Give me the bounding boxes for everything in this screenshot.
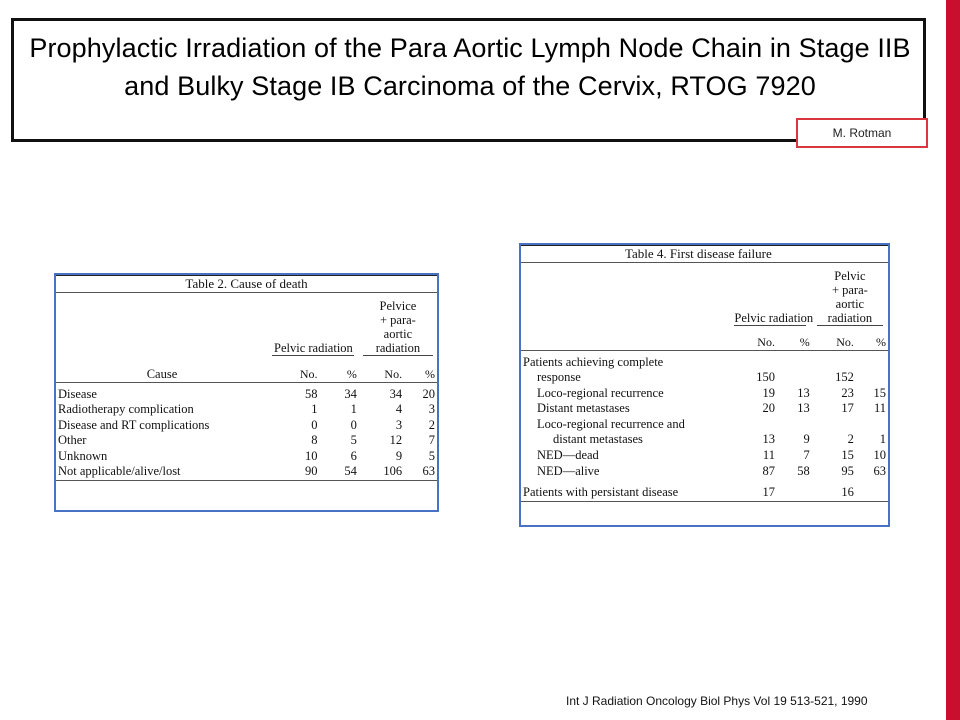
t4-col-no-1: No.: [757, 334, 775, 349]
citation-footer: Int J Radiation Oncology Biol Phys Vol 19 513-521, 1990: [566, 694, 868, 708]
table-row: NED—alive 87 58 95 63: [537, 463, 886, 478]
t2-group-para-aortic: Pelvice + para- aortic: [379, 299, 417, 341]
slide-title: Prophylactic Irradiation of the Para Aortic Lymph Node Chain in Stage IIB and Bulky Stage IB Carcinoma of the Cervix, RTOG 7920: [29, 33, 911, 101]
t2-body: [56, 387, 437, 481]
t2-group-pelvic: Pelvic radiation: [274, 341, 353, 355]
accent-side-bar: [946, 0, 960, 720]
t4-body: [521, 355, 888, 502]
table-row: Other 8 5 12 7: [58, 433, 435, 448]
table-row: response 150 152: [537, 370, 854, 385]
table-row: Loco-regional recurrence 19 13 23 15: [537, 385, 886, 400]
table-row: Unknown 10 6 9 5: [58, 448, 435, 463]
t4-col-no-2: No.: [836, 334, 854, 349]
t4-group-pelvic: Pelvic radiation: [734, 311, 814, 325]
table-row: Loco-regional recurrence and: [537, 416, 685, 431]
table-row: Patients achieving complete: [523, 354, 664, 369]
t2-cause-header: Cause: [146, 366, 178, 381]
title-box: [11, 18, 926, 142]
t2-col-pct-2: %: [425, 366, 435, 381]
table-row: Distant metastases 20 13 17 11: [537, 401, 886, 416]
t4-col-pct-2: %: [876, 334, 886, 349]
table-row: Patients with persistant disease 17 16: [523, 485, 854, 500]
table-row: NED—dead 11 7 15 10: [537, 448, 886, 463]
t2-col-no-1: No.: [299, 366, 318, 381]
t2-col-pct-1: %: [346, 366, 357, 381]
table-4-caption: Table 4. First disease failure: [625, 246, 772, 261]
t2-col-no-2: No.: [384, 366, 403, 381]
table-row: Radiotherapy complication 1 1 4 3: [58, 402, 435, 417]
table-row: Disease and RT complications 0 0 3 2: [58, 417, 435, 432]
table-2-cause-of-death: Table 2. Cause of death Pelvic radiation Pelvice + para- aortic radiation Cause No. % No. % Disease 58 34 34 20 Radiotherapy complication 1 1 4 3 Disease and RT complications 0 0 3 2 Other 8 5 12 7 Unknown 10 6 9 5 Not applicable/alive/lost 90 54 106 63: [54, 273, 439, 512]
table-4-first-disease-failure: Table 4. First disease failure Pelvic radiation Pelvic + para- aortic radiation No. % No. % Patients achieving complete response 150 152 Loco-regional recurrence 19 13 23 15 Distant metastases 20 13 17 11 Loco-regional recurrence and distant metastases 13 9 2 1 NED—dead 11 7 15 10 NED—alive 87 58 95 63 Patients with persistant disease 17 16: [519, 243, 890, 527]
t4-col-pct-1: %: [799, 334, 810, 349]
table-row: Not applicable/alive/lost 90 54 106 63: [58, 464, 435, 479]
table-row: distant metastases 13 9 2 1: [553, 432, 886, 447]
table-2-caption: Table 2. Cause of death: [185, 276, 308, 291]
author-tag: M. Rotman: [796, 118, 928, 148]
t4-group-para-aortic: Pelvic + para- aortic: [831, 269, 868, 311]
table-row: Disease 58 34 34 20: [58, 386, 435, 401]
